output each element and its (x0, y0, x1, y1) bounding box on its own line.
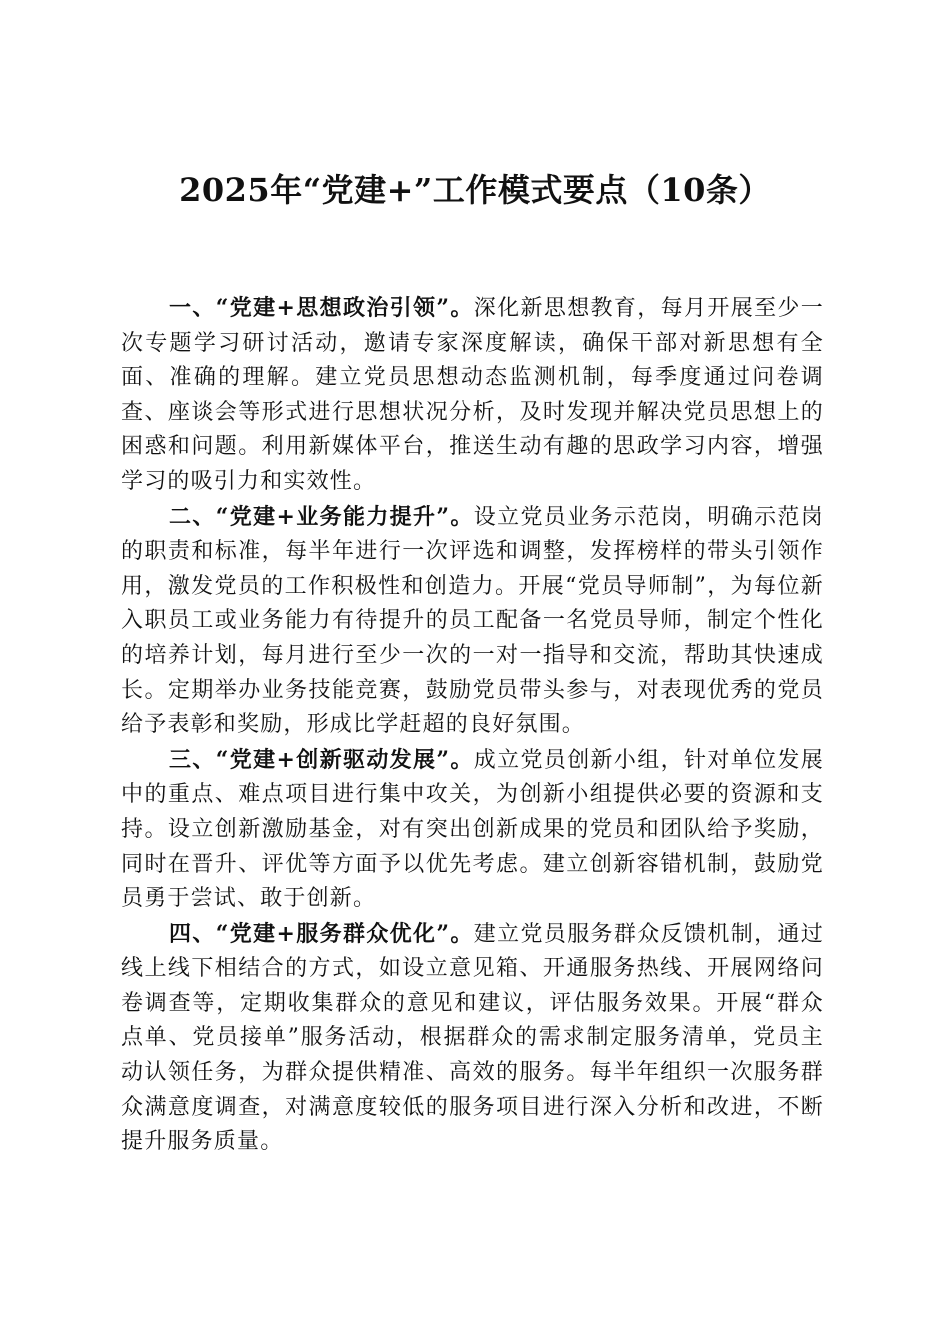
section-body-1: 深化新思想教育，每月开展至少一次专题学习研讨活动，邀请专家深度解读，确保干部对新思想有全面、准确的理解。建立党员思想动态监测机制，每季度通过问卷调查、座谈会等形式进行思想状况分析，及时发现并解决党员思想上的困惑和问题。利用新媒体平台，推送生动有趣的思政学习内容，增强学习的吸引力和实效性。 (121, 296, 824, 494)
section-heading-2: 二、“党建+业务能力提升”。 (169, 503, 474, 530)
section-body-4: 建立党员服务群众反馈机制，通过线上线下相结合的方式，如设立意见箱、开通服务热线、开展网络问卷调查等，定期收集群众的意见和建议，评估服务效果。开展“群众点单、党员接单”服务活动，根据群众的需求制定服务清单，党员主动认领任务，为群众提供精准、高效的服务。每半年组织一次服务群众满意度调查，对满意度较低的服务项目进行深入分析和改进，不断提升服务质量。 (121, 921, 824, 1155)
section-paragraph-3 (121, 743, 824, 917)
section-paragraph-2 (121, 500, 824, 743)
section-heading-1: 一、“党建+思想政治引领”。 (169, 295, 474, 321)
section-heading-3: 三、“党建+创新驱动发展”。 (169, 746, 474, 773)
section-paragraph-1 (121, 291, 824, 500)
section-body-3: 成立党员创新小组，针对单位发展中的重点、难点项目进行集中攻关，为创新小组提供必要的资源和支持。设立创新激励基金，对有突出创新成果的党员和团队给予奖励，同时在晋升、评优等方面予以优先考虑。建立创新容错机制，鼓励党员勇于尝试、敢于创新。 (121, 747, 824, 912)
section-heading-4: 四、“党建+服务群众优化”。 (169, 920, 474, 947)
section-body-2: 设立党员业务示范岗，明确示范岗的职责和标准，每半年进行一次评选和调整，发挥榜样的带头引领作用，激发党员的工作积极性和创造力。开展“党员导师制”，为每位新入职员工或业务能力有待提升的员工配备一名党员导师，制定个性化的培养计划，每月进行至少一次的一对一指导和交流，帮助其快速成长。定期举办业务技能竞赛，鼓励党员带头参与，对表现优秀的党员给予表彰和奖励，形成比学赶超的良好氛围。 (121, 504, 824, 738)
document-body (121, 291, 824, 1160)
section-paragraph-4 (121, 917, 824, 1160)
document-title: 2025年“党建+”工作模式要点（10条） (179, 171, 771, 209)
